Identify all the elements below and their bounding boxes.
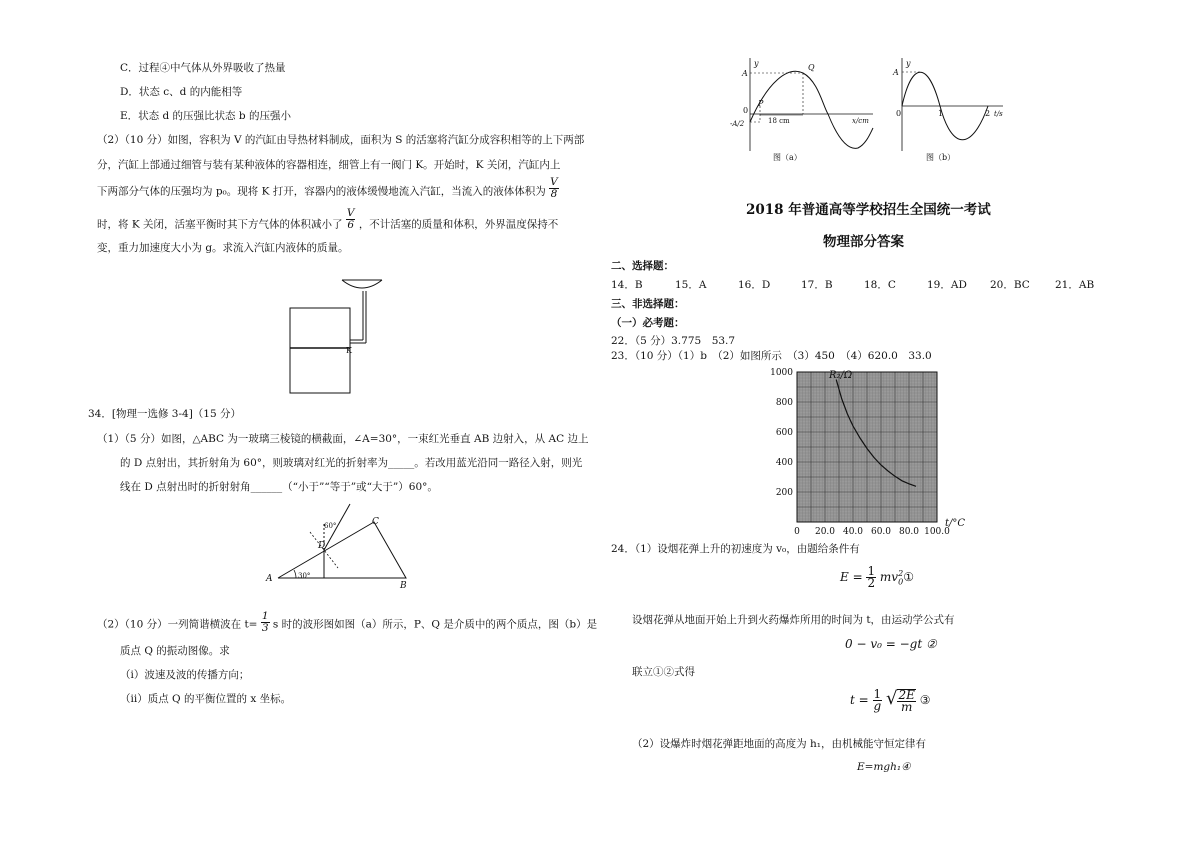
x-tick-label: 60.0 (870, 527, 892, 537)
q2-text-line3-a: 下两部分气体的压强均为 p₀。现将 K 打开，容器内的液体缓慢地流入汽缸，当流入的液体体积为 (97, 185, 546, 198)
amplitude-label: A (742, 69, 748, 78)
answer-16: 16．D (738, 279, 771, 291)
axis-y-label: y (906, 59, 911, 68)
option-c: C．过程④中气体从外界吸收了热量 (120, 62, 286, 74)
x-tick-label: 40.0 (842, 527, 864, 537)
answer-24-text2: 设烟花弹从地面开始上升到火药爆炸所用的时间为 t，由运动学公式有 (632, 614, 955, 626)
distance-label: 18 cm (768, 117, 790, 125)
neg-half-amplitude-label: -A/2 (730, 120, 745, 128)
subsection-required: （一）必考题： (611, 317, 685, 329)
origin-label: 0 (896, 109, 902, 118)
axis-x-label: x/cm (852, 117, 869, 125)
answer-23: 23．（10 分）（1）b （2）如图所示 （3）450 （4）620.0 33.0 (611, 350, 932, 362)
x-tick-label: 80.0 (898, 527, 920, 537)
answer-24-part1: 24．（1）设烟花弹上升的初速度为 v₀，由题给条件有 (611, 543, 860, 555)
q2-text-line3 (97, 176, 559, 203)
q2-text-line4-b: ，不计活塞的质量和体积，外界温度保持不 (358, 218, 559, 231)
axis-t-label: t/s (994, 110, 1003, 118)
angle-arc (294, 570, 296, 578)
equation-2: 0 − v₀ = −gt ② (845, 637, 937, 651)
fraction-denominator: 8 (550, 188, 558, 200)
q34-2-line2: 质点 Q 的振动图像。求 (120, 645, 230, 657)
fraction-denominator: 3 (261, 622, 269, 634)
label-c: C (372, 517, 379, 527)
equation-3: t = $\frac{1}{g}$ √ $\frac{2E}{m}$ ③ (850, 686, 931, 714)
y-tick-label: 1000 (770, 368, 793, 378)
q2-text-line1: （2）（10 分）如图，容积为 V 的汽缸由导热材料制成，面积为 S 的活塞将汽缸分成容积相等的上下两部 (97, 134, 585, 146)
tick-2-label: 2 (985, 109, 991, 118)
answer-15: 15．A (675, 279, 707, 291)
fraction-numerator: V (346, 207, 355, 219)
amplitude-label: A (893, 68, 899, 77)
y-tick-label: 400 (775, 458, 793, 468)
q34-1-line2: 的 D 点射出，其折射角为 60°，则玻璃对红光的折射率为_____。若改用蓝光沿同一路径入射，则光 (120, 457, 583, 469)
q2-text-line4-a: 时，将 K 关闭，活塞平衡时其下方气体的体积减小了 (97, 218, 343, 231)
answer-19: 19．AD (927, 279, 967, 291)
answer-21: 21．AB (1055, 279, 1095, 291)
q2-text-line2: 分，汽缸上部通过细管与装有某种液体的容器相连，细管上有一阀门 K。开始时，K 关闭，汽缸内上 (97, 159, 561, 171)
x-tick-label: 100.0 (924, 527, 950, 537)
q34-2-ii: （ii）质点 Q 的平衡位置的 x 坐标。 (120, 693, 292, 705)
q34-2-line1 (97, 610, 598, 636)
fraction-one-half: $\frac{1}{2}$ (867, 564, 876, 590)
chart-y-label: R₂/Ω (829, 370, 853, 381)
x-tick-label: 20.0 (814, 527, 836, 537)
prism-diagram (258, 500, 418, 592)
answer-14: 14．B (611, 279, 643, 291)
label-a: A (266, 574, 273, 584)
point-p-label: P (758, 99, 764, 108)
angle-30-label: 30° (298, 572, 311, 580)
prism-outline (278, 522, 406, 578)
fraction-numerator: 1 (261, 610, 269, 622)
q34-1-line3: 线在 D 点射出时的折射射角______（“小于”“等于”或“大于”）60°。 (120, 481, 438, 493)
y-tick-label: 600 (775, 428, 793, 438)
cylinder (290, 308, 350, 393)
answer-17: 17．B (801, 279, 833, 291)
label-d: D (318, 541, 326, 551)
q34-2-line1-a: （2）（10 分）一列简谐横波在 t= (97, 618, 258, 631)
answer-24-text3: 联立①②式得 (632, 666, 695, 678)
fraction-denominator: 6 (347, 219, 355, 231)
point-q-label: Q (808, 63, 815, 72)
sqrt-expression: √ $\frac{2E}{m}$ (885, 687, 915, 714)
equation-1: E = $\frac{1}{2}$ $mv_0^2①$ (840, 564, 915, 590)
axis-y-label: y (754, 59, 759, 68)
q34-2-line1-b: s 时的波形图如图（a）所示，P、Q 是介质中的两个质点，图（b）是 (272, 618, 598, 631)
x-tick-label: 0 (794, 527, 800, 537)
q2-text-line5: 变，重力加速度大小为 g。求流入汽缸内液体的质量。 (97, 242, 349, 254)
chart-x-label: t/°C (945, 518, 966, 529)
caption-b: 图（b） (926, 153, 956, 162)
option-e: E．状态 d 的压强比状态 b 的压强小 (120, 110, 291, 122)
q34-2-i: （i）波速及波的传播方向； (120, 669, 250, 681)
equation-3-marker: ③ (919, 692, 931, 707)
section-multiple-choice: 二、选择题： (611, 260, 674, 272)
y-tick-label: 800 (775, 398, 793, 408)
q2-text-line4 (97, 207, 559, 236)
container-bowl (342, 280, 382, 288)
q34-1-line1: （1）（5 分）如图，△ABC 为一玻璃三棱镜的横截面，∠A=30°，一束红光垂直 AB 边射入，从 AC 边上 (97, 433, 589, 445)
fraction-one-third (261, 611, 270, 634)
answer-title: 2018 年普通高等学校招生全国统一考试 (746, 202, 991, 218)
resistance-temperature-chart (765, 364, 985, 537)
cylinder-diagram (280, 268, 410, 396)
fraction-v-over-8 (549, 177, 559, 200)
y-tick-label: 200 (775, 488, 793, 498)
fraction-numerator: V (550, 176, 558, 188)
section-non-choice: 三、非选择题： (611, 298, 685, 310)
wave-graph-a (728, 56, 878, 166)
tick-1-label: 1 (938, 109, 944, 118)
label-b: B (400, 581, 407, 591)
fraction-one-over-g: $\frac{1}{g}$ (873, 686, 882, 713)
valve-label: K (346, 346, 352, 355)
answer-18: 18．C (864, 279, 896, 291)
fraction-v-over-6 (346, 208, 356, 231)
answer-subtitle: 物理部分答案 (823, 234, 904, 250)
vibration-graph-b (888, 56, 1008, 166)
wave-curve (750, 71, 873, 148)
origin-label: 0 (743, 106, 749, 115)
angle-60-label: 60° (324, 522, 337, 530)
option-d: D．状态 c、d 的内能相等 (120, 86, 243, 98)
caption-a: 图（a） (773, 153, 802, 162)
answer-22: 22．（5 分）3.775 53.7 (611, 335, 736, 347)
equation-1-marker: ① (903, 570, 915, 584)
answer-24-part2: （2）设爆炸时烟花弹距地面的高度为 h₁，由机械能守恒定律有 (632, 738, 926, 750)
answer-20: 20．BC (990, 279, 1030, 291)
q34-heading: 34．[物理一选修 3-4]（15 分） (88, 408, 241, 420)
equation-4: E=mgh₁④ (857, 761, 911, 773)
